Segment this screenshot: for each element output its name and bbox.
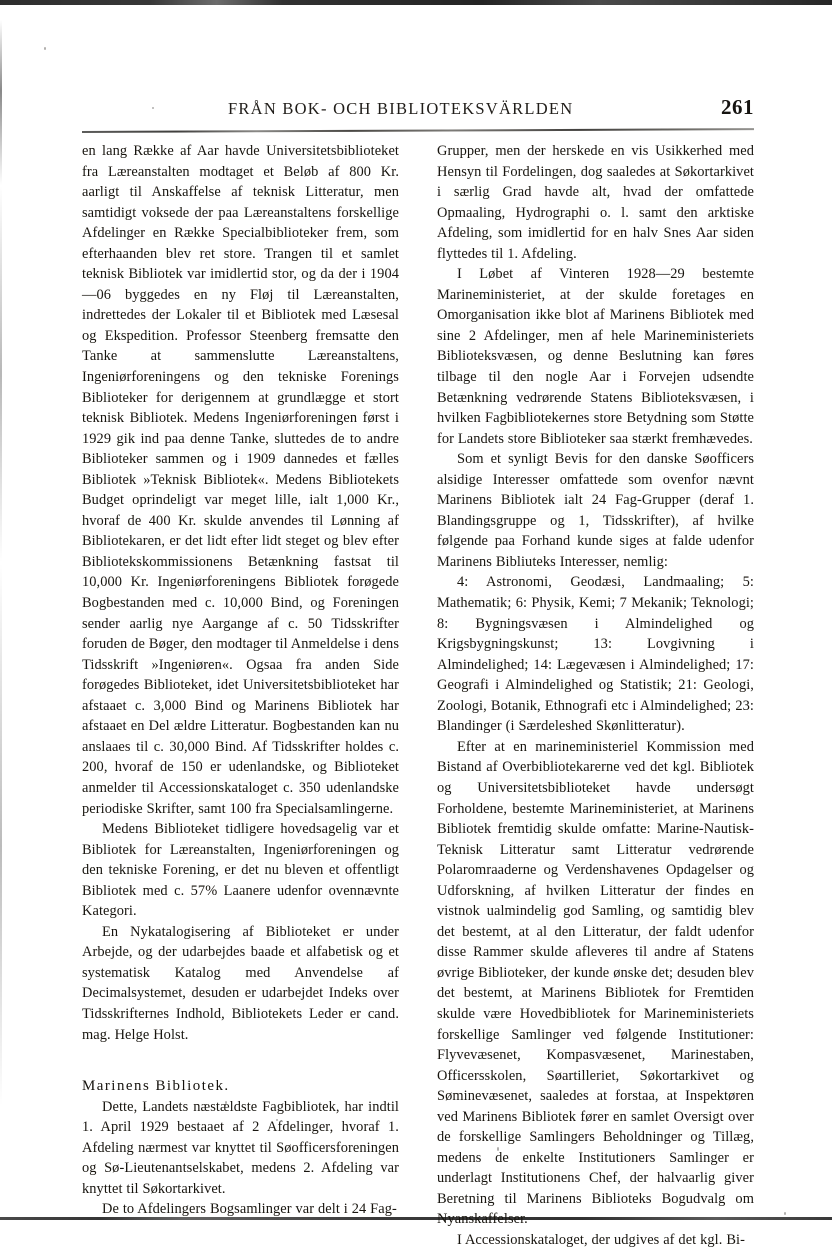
paragraph: De to Afdelingers Bogsamlinger var delt i 24 Fag-	[102, 1201, 397, 1218]
scan-speck	[44, 47, 46, 50]
page-number: 261	[721, 95, 754, 119]
body-columns	[82, 141, 754, 1251]
section-heading-marinens-bibliotek: Marinens Bibliotek.	[82, 1078, 230, 1095]
paragraph: en lang Række af Aar havde Universitetsbiblioteket fra Læreanstalten modtaget et Beløb af 800 Kr. aarligt til Anskaffelse af teknisk Litteratur, men samtidigt voksede der paa Læreanstaltens forskellige Afdelinger en Række Specialbiblioteker frem, som efterhaanden blev ret store. Trangen til et samlet teknisk Bibliotek var imidlertid stor, og da der i 1904—06 byggedes en ny Fløj til Læreanstalten, indrettedes der Lokaler til et Bibliotek med Læsesal og Ekspedition. Professor Steenberg fremsatte den Tanke at sammenslutte Læreanstaltens, Ingeniørforeningens og den tekniske Forenings Biblioteker for derigennem at grundlægge et stort teknisk Bibliotek. Medens Ingeniørforeningen først i 1929 gik ind paa denne Tanke, sluttedes de to andre Biblioteker sammen og i 1909 dannedes et fælles Bibliotek »Teknisk Bibliotek«. Medens Bibliotekets Budget oprindeligt var meget lille, ialt 1,000 Kr., hvoraf de 400 Kr. skulde anvendes til Lønning af Bibliotekaren, er det lidt efter lidt steget og blev efter Bibliotekskommissionens Betænkning fastsat til 10,000 Kr. Ingeniørforeningens Bibliotek forøgede Bogbestanden med c. 10,000 Bind, og Foreningen sender aarlig nye Aargange af c. 50 Tidsskrifter foruden de Bøger, den modtager til Anmeldelse i dens Tidsskrift »Ingeniøren«. Ogsaa fra anden Side forøgedes Biblioteket, idet Universitetsbiblioteket har afstaaet c. 3,000 Bind og Marinens Bibliotek har afstaaet en Del ældre Litteratur. Bogbestanden kan nu anslaaes til c. 30,000 Bind. Af Tidsskrifter holdes c. 200, hvoraf de 150 er udenlandske, og Biblioteket anmelder til Accessionskataloget c. 350 udenlandske periodiske Skrifter, samt 100 fra Specialsamlingerne.	[82, 143, 399, 817]
paragraph: Som et synligt Bevis for den danske Søofficers alsidige Interesser omfattede som ovenfor nævnt Marinens Bibliotek ialt 24 Fag-Grupper (deraf 1. Blandingsgruppe og 1, Tidsskrifter), af hvilke følgende paa Forhand kunde siges at falde udenfor Marinens Bibliuteks Interesser, nemlig:	[437, 451, 754, 570]
scan-speck	[784, 1212, 786, 1215]
paragraph: Dette, Landets næstældste Fagbibliotek, har indtil 1. April 1929 bestaaet af 2 Afdelinger, hvoraf 1. Afdeling nærmest var knyttet til Søofficersforeningen og Sø-Lieutenantselskabet, medens 2. Afdeling var knyttet til Søkortarkivet.	[82, 1098, 399, 1197]
paragraph: Efter at en marineministeriel Kommission med Bistand af Overbibliotekarerne ved det kgl. Bibliotek og Universitetsbiblioteket havde undersøgt Forholdene, bestemte Marineministeriet, at Marinens Bibliotek fremtidig skulde omfatte: Marine-Nautisk-Teknisk Litteratur samt Litteratur vedrørende Polaromraaderne og Verdenshavenes Opdagelser og Udforskning, af hvilken Litteratur der findes en vistnok ualmindelig god Samling, og samtidig blev det bestemt, at al den Litteratur, der faldt udenfor disse Rammer skulde afleveres til andre af Statens øvrige Biblioteker, der kunde ønske det; desuden blev det bestemt, at Marinens Bibliotek for Fremtiden skulde være Hovedbibliotek for Marineministeriets forskellige Samlinger ved følgende Institutioner: Flyvevæsenet, Kompasvæsenet, Marinestaben, Officersskolen, Søartilleriet, Søkortarkivet og Søminevæsenet, saaledes at forstaa, at Inspektøren ved Marinens Bibliotek fører en samlet Oversigt over de forskellige Samlingers Beholdninger og Tillæg, medens de enkelte Institutioners Samlinger er underlagt Institutionens Chef, der halvaarlig giver Beretning til Marinens Biblioteks Bogudvalg om Nyanskaffelser.	[437, 738, 754, 1228]
paragraph: En Nykatalogisering af Biblioteket er under Arbejde, og der udarbejdes baade et alfabetisk og et systematisk Katalog med Anvendelse af Decimalsystemet, desuden er udarbejdet Indeks over Tidsskrifternes Indhold, Bibliotekets Leder er cand. mag. Helge Holst.	[82, 923, 399, 1043]
running-head-title: FRÅN BOK- OCH BIBLIOTEKSVÄRLDEN	[228, 99, 574, 118]
paragraph: Medens Biblioteket tidligere hovedsagelig var et Bibliotek for Læreanstalten, Ingeniørforeningen og den tekniske Forening, er det nu bleven et offentligt Bibliotek med c. 57% Laanere udenfor ovennævnte Kategori.	[82, 821, 399, 920]
paragraph: I Løbet af Vinteren 1928—29 bestemte Marineministeriet, at der skulde foretages en Omorganisation ikke blot af Marinens Bibliotek med sine 2 Afdelinger, men af hele Marineministeriets Biblioteksvæsen, og denne Beslutning kan føres tilbage til den nogle Aar i Forvejen udsendte Betænkning vedrørende Statens Biblioteksvæsen, i hvilken Fagbibliotekernes store Betydning som Støtte for Landets store Biblioteker saa stærkt fremhævedes.	[437, 266, 754, 447]
right-column	[437, 141, 754, 1251]
paragraph: Grupper, men der herskede en vis Usikkerhed med Hensyn til Fordelingen, dog saaledes at Søkortarkivet i særlig Grad havde alt, hvad der omfattede Opmaaling, Hydrographi o. l. samt den arktiske Afdeling, som imidlertid for en halv Snes Aar siden flyttedes til 1. Afdeling.	[437, 143, 754, 262]
running-head	[82, 95, 754, 129]
scan-edge-artifact-top	[0, 0, 832, 5]
scan-edge-artifact-left	[0, 20, 2, 1200]
left-column	[82, 141, 399, 1251]
paragraph-subject-list: 4: Astronomi, Geodæsi, Landmaaling; 5: Mathematik; 6: Physik, Kemi; 7 Mekanik; Teknologi; 8: Bygningsvæsen i Almindelighed og Krigsbygningskunst; 13: Lovgivning i Almindelighed; 14: Lægevæsen i Almindelighed; 17: Geografi i Almindelighed og Statistik; 21: Geologi, Zoologi, Botanik, Ethnografi etc i Almindelighed; 23: Blandinger (i Særdeleshed Skønlitteratur).	[437, 574, 754, 735]
paragraph: I Accessionskataloget, der udgives af det kgl. Bi-	[457, 1231, 745, 1248]
